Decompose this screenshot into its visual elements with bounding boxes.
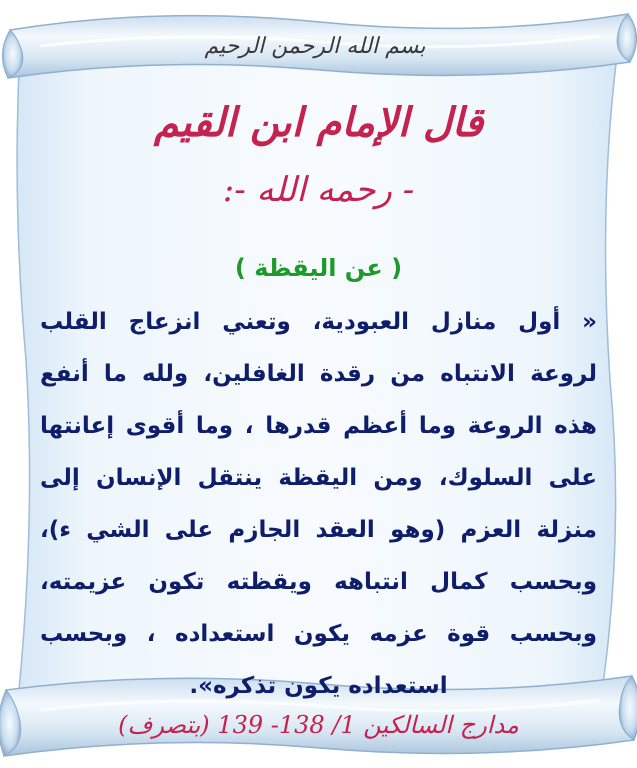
basmala-calligraphy: بسم الله الرحمن الرحيم (204, 34, 426, 59)
quote-line: هذه الروعة وما أعظم قدرها ، وما أقوى إعانتها (40, 413, 597, 439)
topic-heading: ( عن اليقظة ) (234, 254, 403, 282)
page-subtitle: - رحمه الله -: (222, 170, 415, 210)
source-citation: مدارج السالكين 1/ 138- 139 (بتصرف) (118, 711, 519, 739)
quote-line: لروعة الانتباه من رقدة الغافلين، ولله ما أنفع (40, 361, 597, 387)
quote-line: على السلوك، ومن اليقظة ينتقل الإنسان إلى (40, 465, 597, 491)
quote-line: وبحسب قوة عزمه يكون استعداده ، وبحسب (40, 621, 597, 647)
quote-line: منزلة العزم (وهو العقد الجازم على الشي ء)، (40, 517, 597, 543)
page-title: قال الإمام ابن القيم (153, 99, 484, 146)
quote-line: « أول منازل العبودية، وتعني انزعاج القلب (40, 309, 597, 335)
quote-line: استعداده يكون تذكره». (189, 673, 448, 699)
quote-line: وبحسب كمال انتباهه ويقظته تكون عزيمته، (40, 569, 597, 595)
